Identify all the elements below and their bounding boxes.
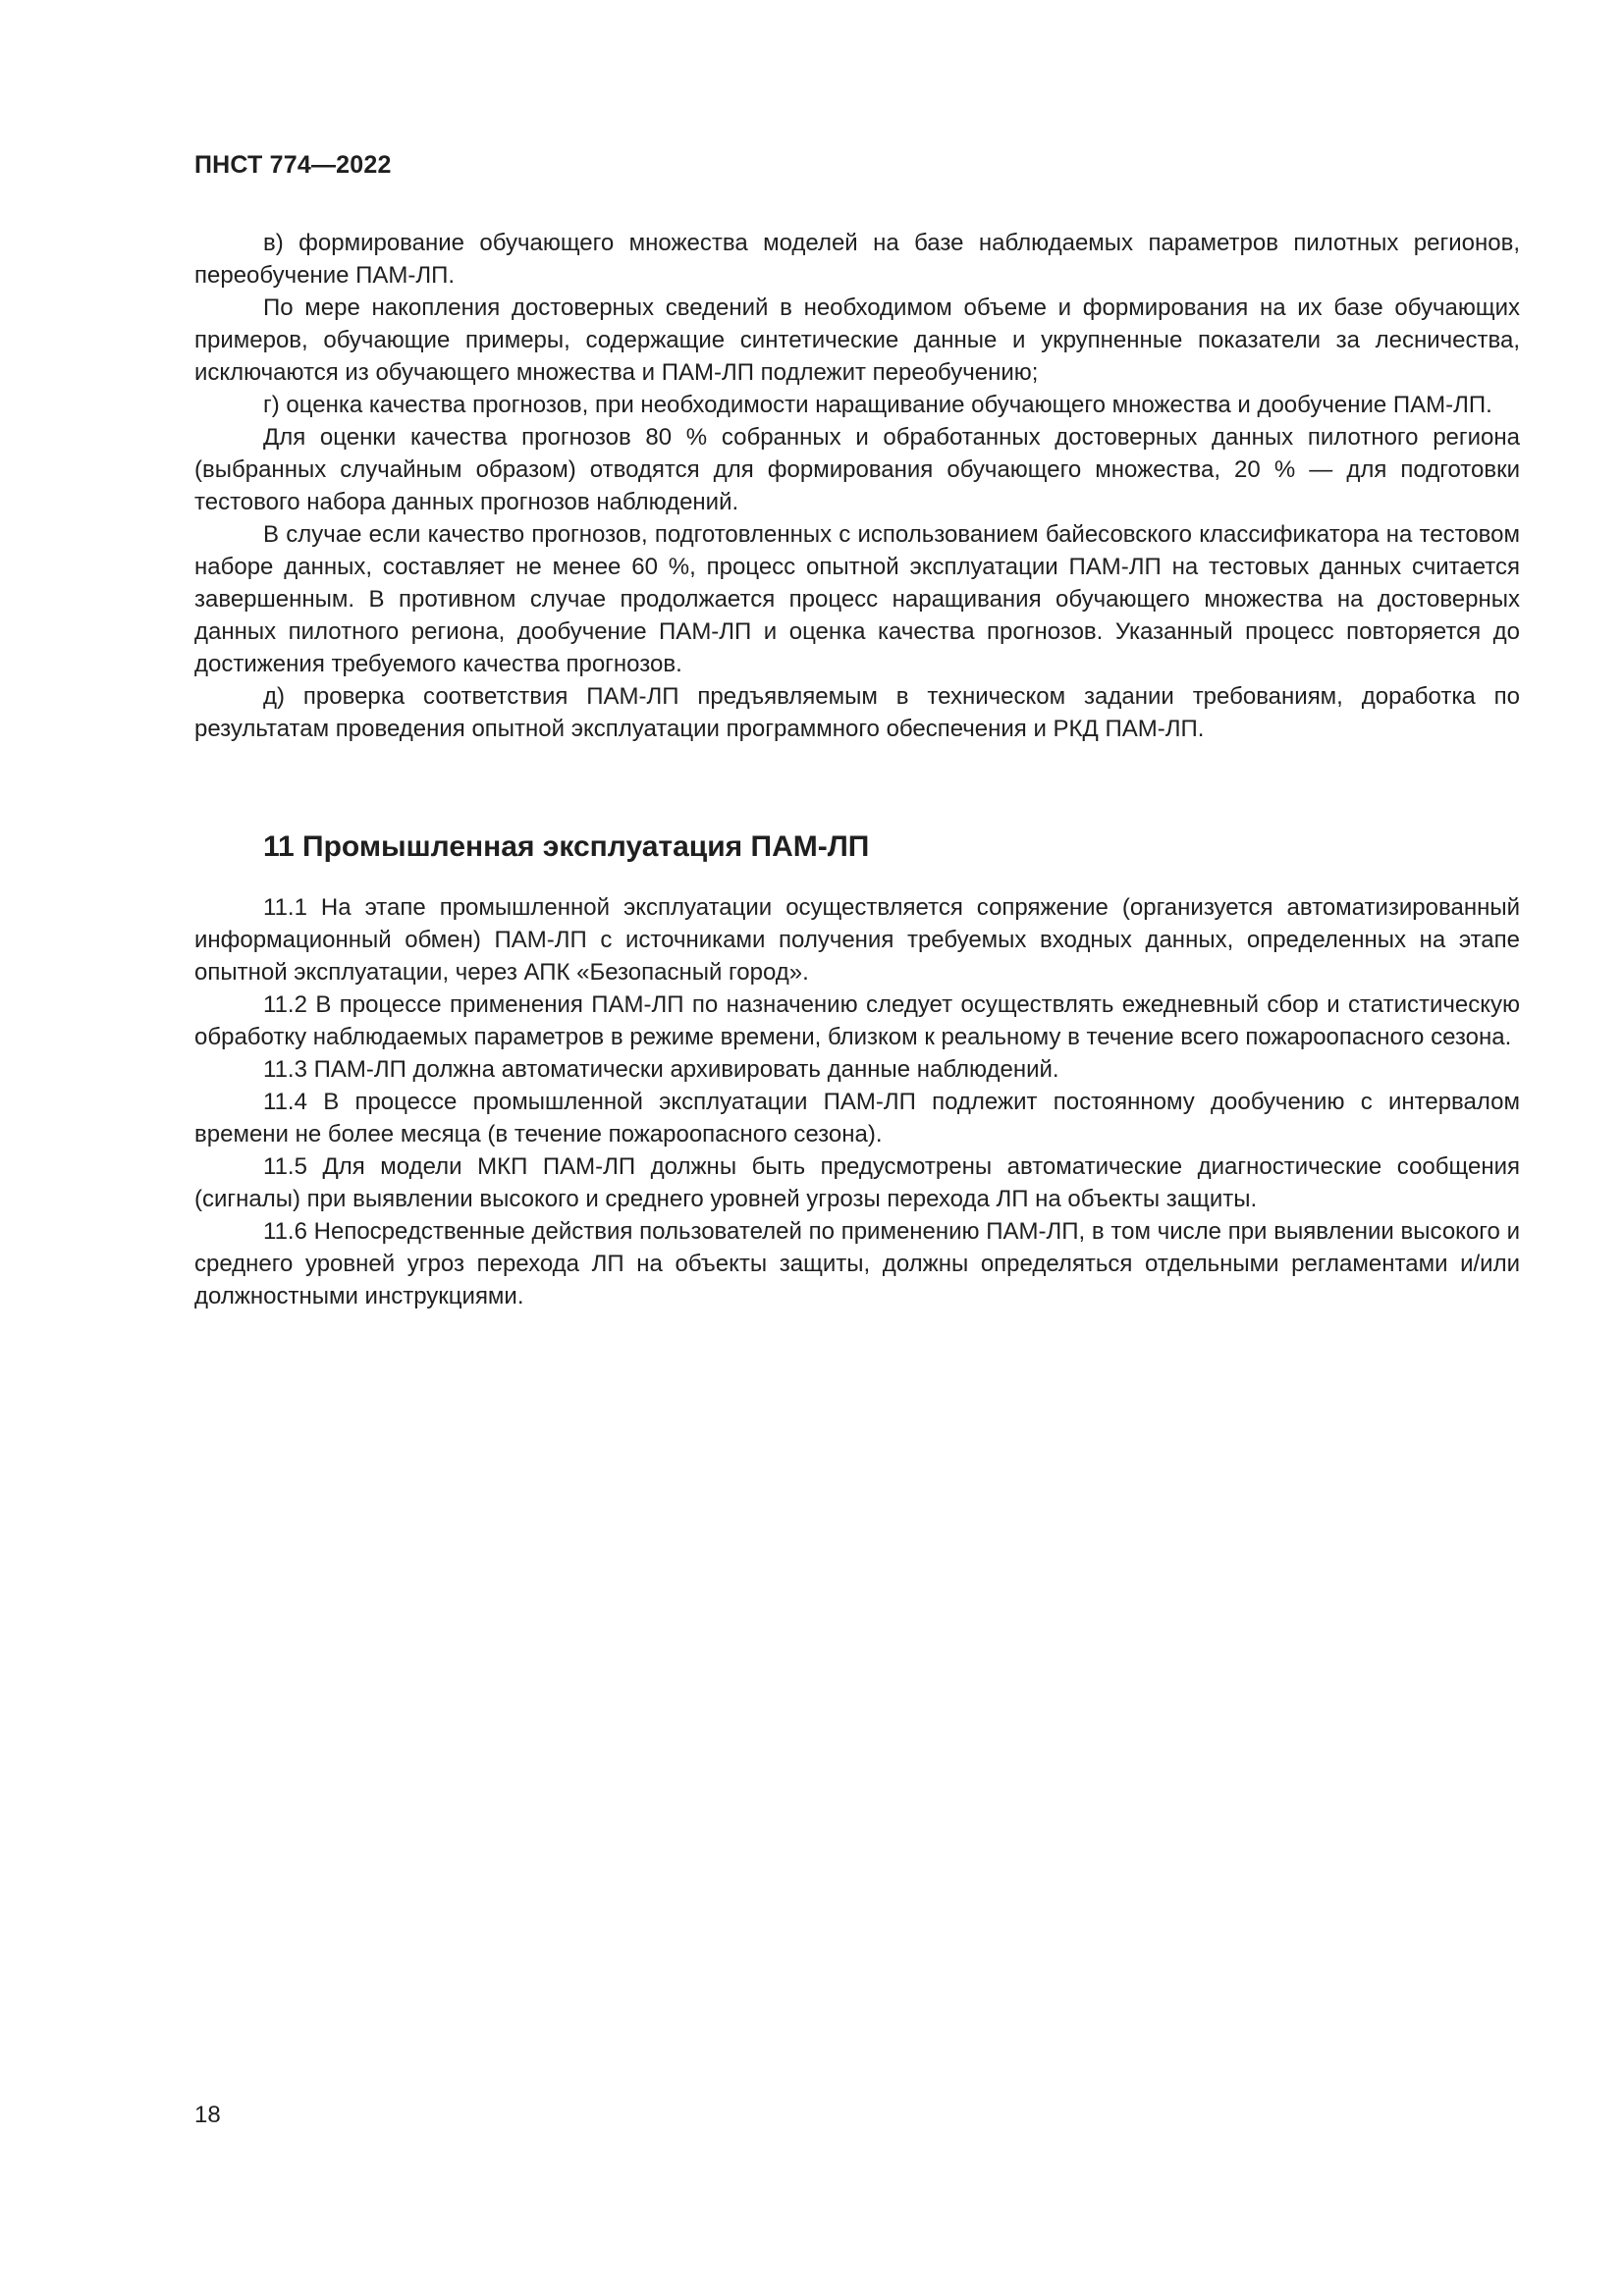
document-code: ПНСТ 774—2022: [194, 151, 392, 179]
page-number: 18: [194, 2102, 221, 2128]
clause-11-3: 11.3 ПАМ-ЛП должна автоматически архивировать данные наблюдений.: [263, 1056, 1059, 1083]
clause-11-6: 11.6 Непосредственные действия пользователей по применению ПАМ-ЛП, в том числе при выявлении высокого и среднего уровней угроз перехода ЛП на объекты защиты, должны определяться отдельными регламентами и/или должностными инструкциями.: [194, 1218, 1520, 1309]
clause-11-4: 11.4 В процессе промышленной эксплуатации ПАМ-ЛП подлежит постоянному дообучению с интервалом времени не более месяца (в течение пожароопасного сезона).: [194, 1089, 1520, 1148]
paragraph-item-v: в) формирование обучающего множества моделей на базе наблюдаемых параметров пилотных регионов, переобучение ПАМ-ЛП.: [194, 230, 1520, 289]
paragraph-item-g: г) оценка качества прогнозов, при необходимости наращивание обучающего множества и дообучение ПАМ-ЛП.: [263, 392, 1492, 418]
clause-11-5: 11.5 Для модели МКП ПАМ-ЛП должны быть предусмотрены автоматические диагностические сообщения (сигналы) при выявлении высокого и среднего уровней угрозы перехода ЛП на объекты защиты.: [194, 1153, 1520, 1212]
paragraph-quality-threshold: В случае если качество прогнозов, подготовленных с использованием байесовского классификатора на тестовом наборе данных, составляет не менее 60 %, процесс опытной эксплуатации ПАМ-ЛП на тестовых данных считается завершенным. В противном случае продолжается процесс наращивания обучающего множества на достоверных данных пилотного региона, дообучение ПАМ-ЛП и оценка качества прогнозов. Указанный процесс повторяется до достижения требуемого качества прогнозов.: [194, 521, 1520, 677]
paragraph-item-d: д) проверка соответствия ПАМ-ЛП предъявляемым в техническом задании требованиям, доработка по результатам проведения опытной эксплуатации программного обеспечения и РКД ПАМ-ЛП.: [194, 683, 1520, 742]
top-text-block: [194, 227, 1520, 745]
paragraph-quality-split: Для оценки качества прогнозов 80 % собранных и обработанных достоверных данных пилотного региона (выбранных случайным образом) отводятся для формирования обучающего множества, 20 % — для подготовки тестового набора данных прогнозов наблюдений.: [194, 424, 1520, 515]
section-heading: 11 Промышленная эксплуатация ПАМ-ЛП: [263, 830, 870, 863]
section-text-block: [194, 891, 1520, 1312]
clause-11-2: 11.2 В процессе применения ПАМ-ЛП по назначению следует осуществлять ежедневный сбор и статистическую обработку наблюдаемых параметров в режиме времени, близком к реальному в течение всего пожароопасного сезона.: [194, 991, 1520, 1050]
paragraph-retraining-note: По мере накопления достоверных сведений в необходимом объеме и формирования на их базе обучающих примеров, обучающие примеры, содержащие синтетические данные и укрупненные показатели за лесничества, исключаются из обучающего множества и ПАМ-ЛП подлежит переобучению;: [194, 294, 1520, 386]
clause-11-1: 11.1 На этапе промышленной эксплуатации осуществляется сопряжение (организуется автоматизированный информационный обмен) ПАМ-ЛП с источниками получения требуемых входных данных, определенных на этапе опытной эксплуатации, через АПК «Безопасный город».: [194, 894, 1520, 986]
